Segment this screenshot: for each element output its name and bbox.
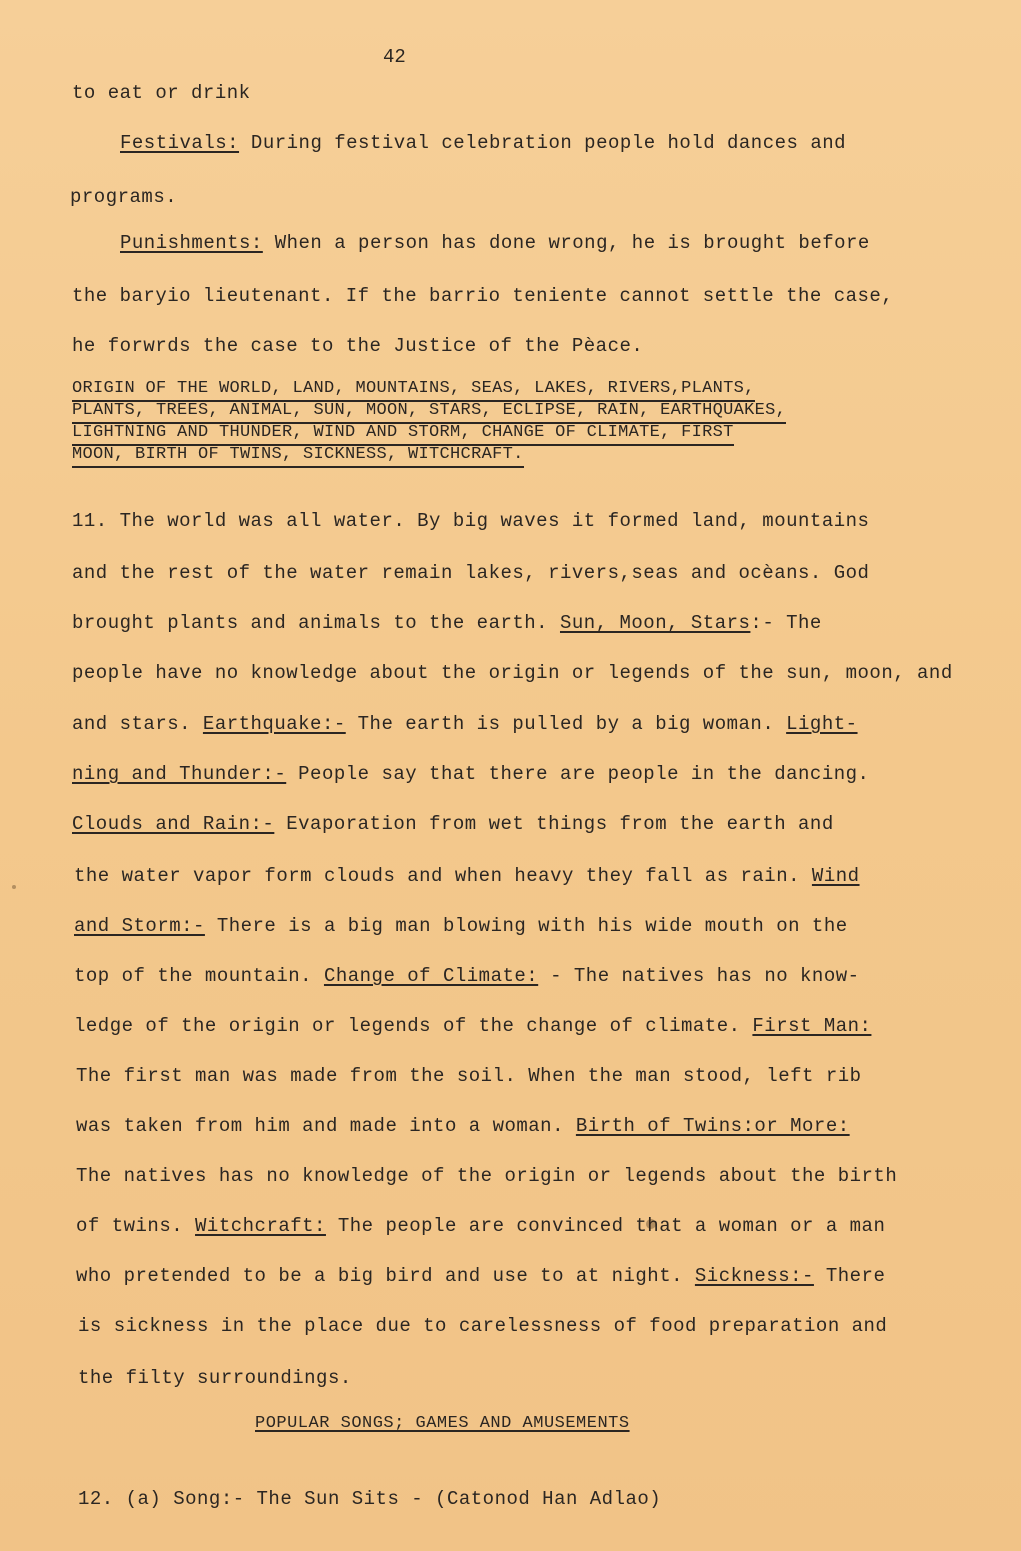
- witchcraft-label: Witchcraft:: [195, 1215, 326, 1237]
- festivals-label: Festivals:: [120, 132, 240, 154]
- wind-line: [74, 915, 848, 937]
- festivals-text: During festival celebration people hold dances and: [239, 132, 847, 154]
- text-span: who pretended to be a big bird and use to at night.: [76, 1265, 683, 1287]
- heading-line: MOON, BIRTH OF TWINS, SICKNESS, WITCHCRAFT.: [72, 444, 524, 468]
- clouds-label: Clouds and Rain:-: [72, 813, 275, 835]
- punishments-label: Punishments:: [120, 232, 263, 254]
- text-line: people have no knowledge about the origin or legends of the sun, moon, and: [72, 662, 953, 684]
- heading-line: PLANTS, TREES, ANIMAL, SUN, MOON, STARS, ECLIPSE, RAIN, EARTHQUAKES,: [72, 400, 786, 424]
- page-number: 42: [383, 46, 406, 68]
- text-span: The people are convinced that a woman or a man: [325, 1215, 886, 1237]
- text-span: :- The: [750, 612, 822, 634]
- ink-speck: [12, 885, 16, 889]
- text-span: There: [813, 1265, 886, 1287]
- text-span: top of the mountain.: [74, 965, 324, 987]
- heading-line: ORIGIN OF THE WORLD, LAND, MOUNTAINS, SEAS, LAKES, RIVERS,PLANTS,: [72, 378, 755, 402]
- text-span: - The natives has no know-: [538, 965, 860, 987]
- text-line: 11. The world was all water. By big waves it formed land, mountains: [72, 510, 870, 532]
- text-line: The natives has no knowledge of the origin or legends about the birth: [76, 1165, 898, 1187]
- text-span: There is a big man blowing with his wide mouth on the: [204, 915, 848, 937]
- text-span: brought plants and animals to the earth.: [72, 612, 560, 634]
- first-man-line: [74, 1015, 871, 1037]
- sun-line: [72, 612, 822, 634]
- sun-label: Sun, Moon, Stars: [559, 612, 751, 634]
- wind-label-b: and Storm:-: [74, 915, 205, 937]
- lightning-label-a: Light-: [786, 713, 858, 735]
- text-span: was taken from him and made into a woman.: [76, 1115, 576, 1137]
- sickness-label: Sickness:-: [694, 1265, 814, 1287]
- text-line: the filty surroundings.: [78, 1367, 352, 1389]
- witchcraft-line: [76, 1215, 885, 1237]
- heading-line: LIGHTNING AND THUNDER, WIND AND STORM, CHANGE OF CLIMATE, FIRST: [72, 422, 734, 446]
- text-span: of twins.: [76, 1215, 196, 1237]
- text-line: programs.: [70, 186, 178, 208]
- punishments-line: [120, 232, 870, 254]
- song-line: 12. (a) Song:- The Sun Sits - (Catonod Han Adlao): [78, 1488, 662, 1510]
- sickness-line: [76, 1265, 885, 1287]
- text-span: ledge of the origin or legends of the change of climate.: [74, 1015, 753, 1037]
- twins-line: [76, 1115, 850, 1137]
- festivals-line: [120, 132, 846, 154]
- section-title: POPULAR SONGS; GAMES AND AMUSEMENTS: [255, 1414, 630, 1433]
- earthquake-label: Earthquake:-: [202, 713, 346, 735]
- lightning-label-b: ning and Thunder:-: [72, 763, 287, 785]
- climate-line: [74, 965, 860, 987]
- ink-smudge: [646, 1219, 656, 1229]
- climate-label: Change of Climate:: [323, 965, 539, 987]
- text-line: to eat or drink: [72, 82, 251, 104]
- text-line: he forwrds the case to the Justice of the Pèace.: [72, 335, 644, 357]
- earthquake-line: [72, 713, 858, 735]
- text-line: and the rest of the water remain lakes, rivers,seas and ocèans. God: [72, 562, 870, 584]
- text-span: The earth is pulled by a big woman.: [345, 713, 787, 735]
- text-span: Evaporation from wet things from the earth and: [274, 813, 834, 835]
- text-span: and stars.: [72, 713, 203, 735]
- punishments-text: When a person has done wrong, he is brought before: [262, 232, 870, 254]
- text-line: The first man was made from the soil. When the man stood, left rib: [76, 1065, 862, 1087]
- wind-label-a: Wind: [811, 865, 860, 887]
- text-line: is sickness in the place due to carelessness of food preparation and: [78, 1315, 888, 1337]
- section-heading: [72, 378, 786, 466]
- text-span: the water vapor form clouds and when heavy they fall as rain.: [74, 865, 801, 887]
- clouds-line: [72, 813, 834, 835]
- text-line: the baryio lieutenant. If the barrio teniente cannot settle the case,: [72, 285, 894, 307]
- first-man-label: First Man:: [752, 1015, 872, 1037]
- twins-label: Birth of Twins:or More:: [575, 1115, 850, 1137]
- rain-line: [74, 865, 860, 887]
- text-span: People say that there are people in the dancing.: [286, 763, 870, 785]
- lightning-line: [72, 763, 869, 785]
